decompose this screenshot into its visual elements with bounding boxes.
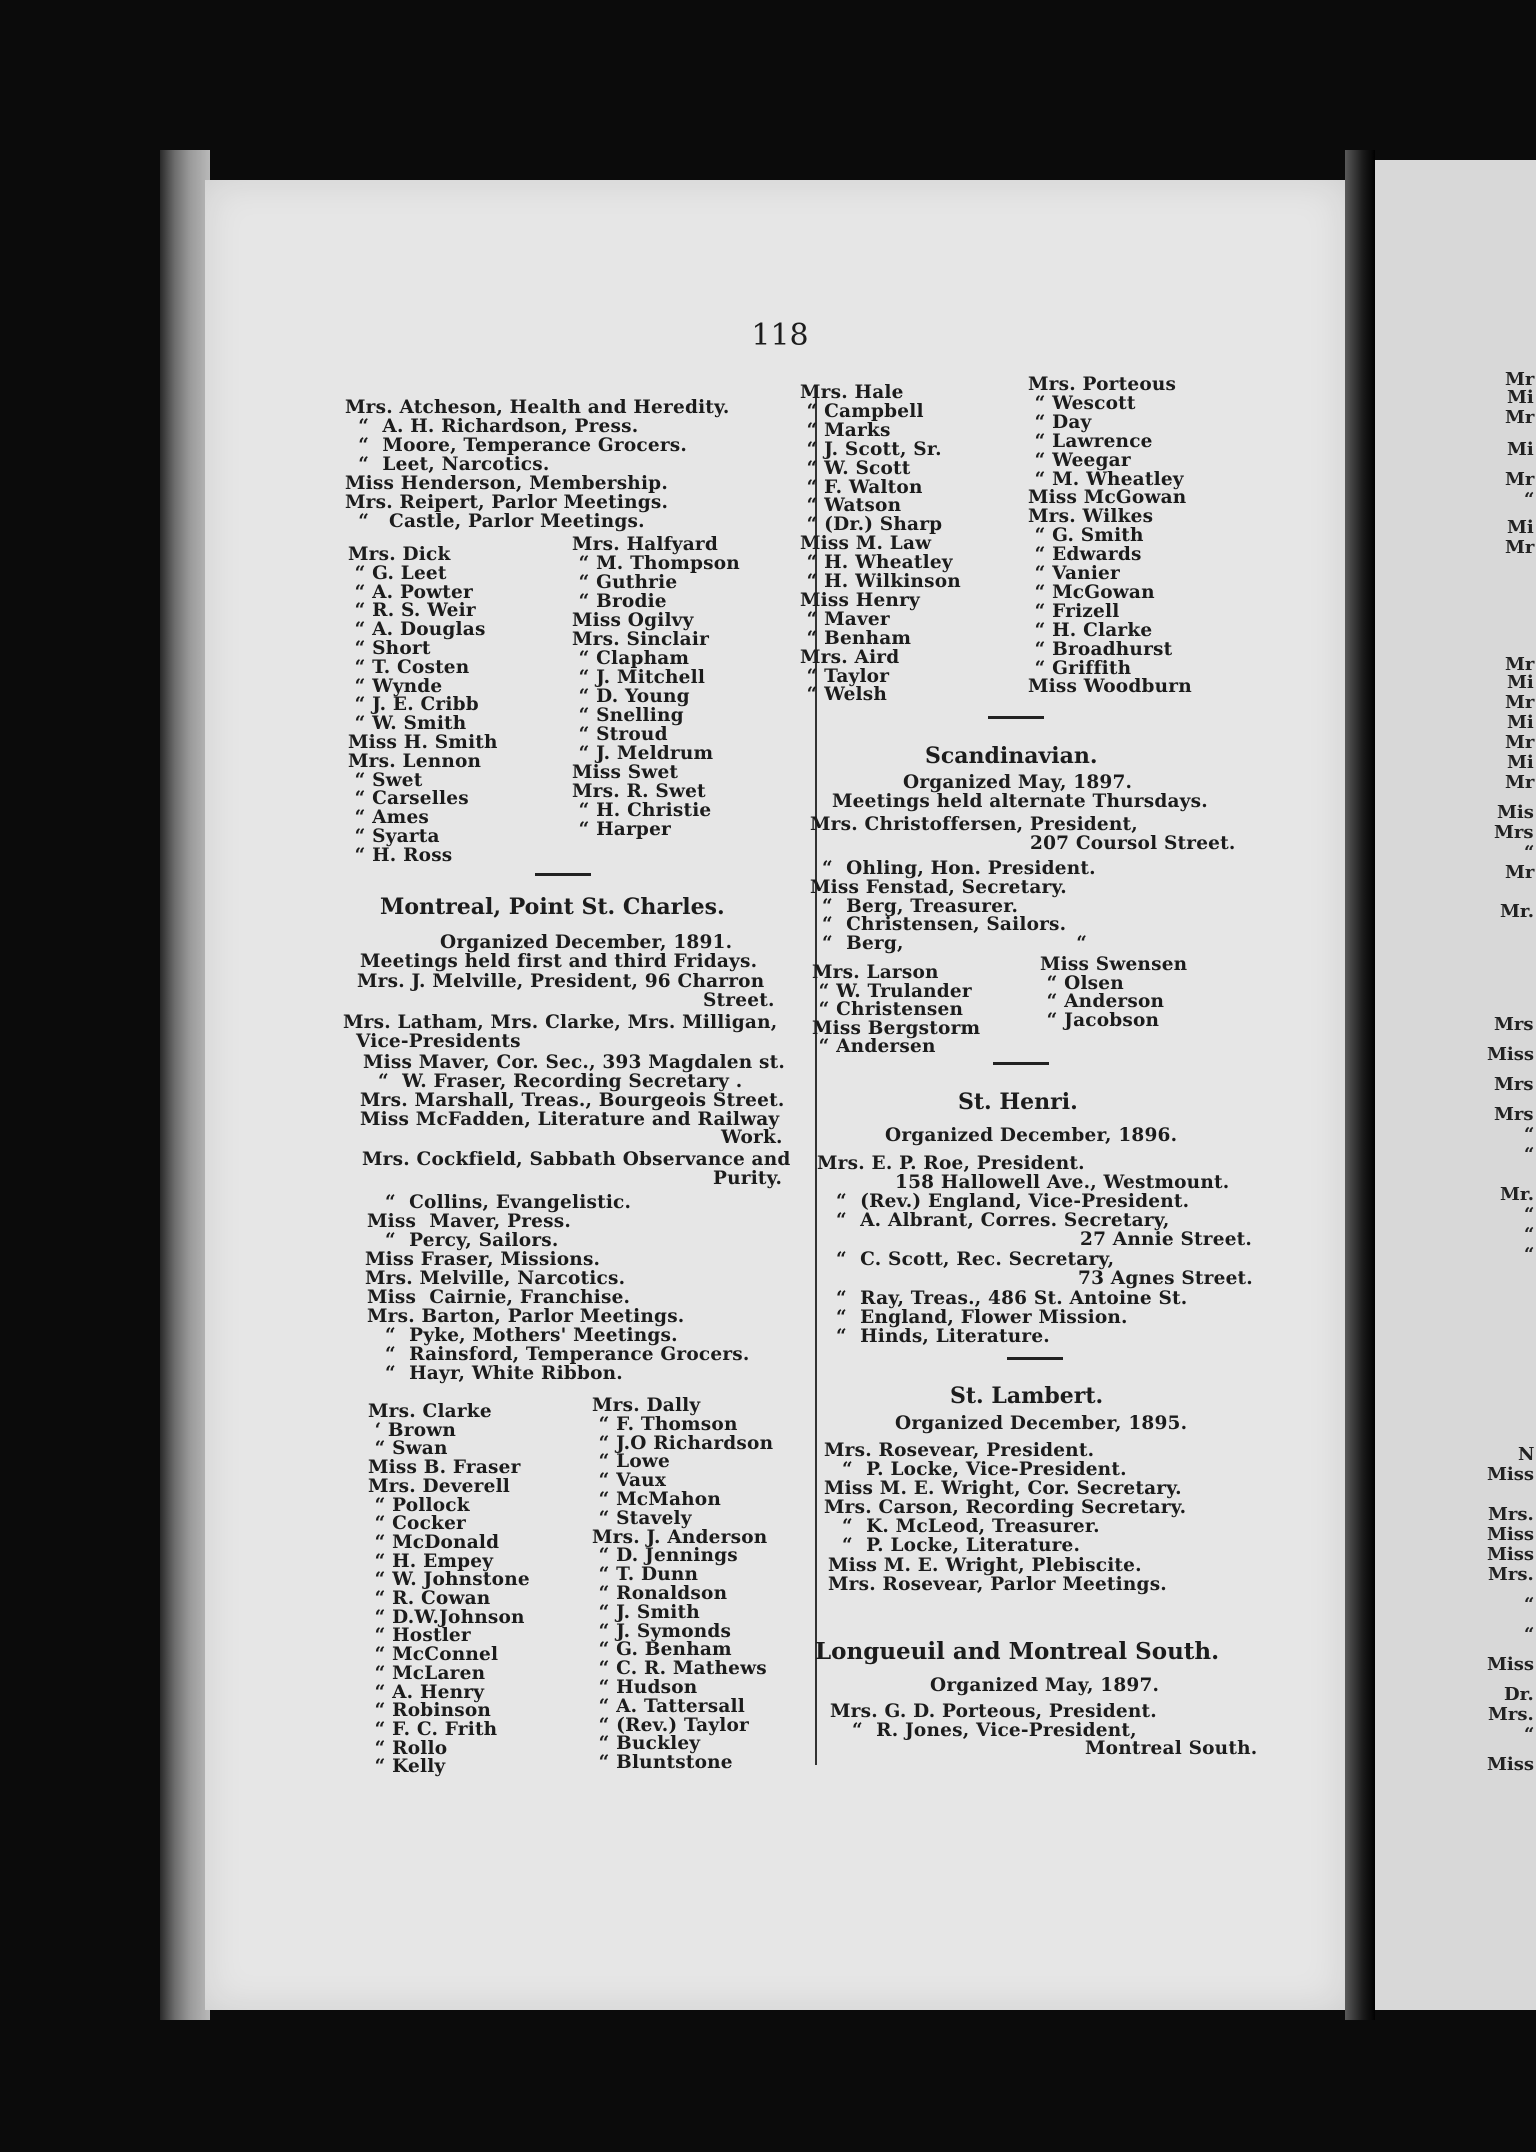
section-line: Mrs. Marshall, Treas., Bourgeois Street. [360,1090,785,1111]
list-item: “ Stavely [592,1507,692,1529]
list-item: “ Carselles [348,788,469,810]
section-line: Mrs. Rosevear, Parlor Meetings. [828,1574,1167,1595]
right-page-fragment: Mr [1505,469,1535,490]
list-item: “ J.O Richardson [592,1432,774,1454]
section-line: Work. [721,1127,783,1148]
intro-line: “ A. H. Richardson, Press. [345,416,639,437]
section-line: “ Ohling, Hon. President. [822,858,1096,879]
intro-line: Mrs. Atcheson, Health and Heredity. [345,397,730,418]
list-item: “ Benham [800,627,912,649]
list-item: “ Hostler [368,1625,471,1647]
section-title: Longueuil and Montreal South. [815,1638,1220,1665]
section-line: Mrs. Cockfield, Sabbath Observance and [362,1149,791,1170]
list-item: “ M. Thompson [572,553,740,574]
list-item: “ M. Wheatley [1028,468,1184,490]
right-page-fragment: Mrs [1494,822,1534,843]
list-item: “ Rollo [368,1737,448,1759]
section-line: “ P. Locke, Literature. [842,1535,1081,1556]
section-line: “ A. Albrant, Corres. Secretary, [836,1210,1170,1231]
section-line: “ K. McLeod, Treasurer. [842,1516,1100,1537]
list-item: “ Marks [800,419,891,441]
list-item: “ Broadhurst [1028,638,1173,660]
right-page-fragment: Mr [1505,862,1535,883]
right-page-fragment: Mrs [1494,1104,1534,1125]
right-page-fragment: “ [1524,489,1535,510]
list-item: Mrs. Dally [592,1395,701,1416]
list-item: “ Maver [800,608,890,630]
section-line: Miss Maver, Cor. Sec., 393 Magdalen st. [363,1052,786,1073]
right-page-fragment: Mrs. [1488,1564,1534,1585]
list-item: “ Andersen [812,1036,936,1057]
list-item: Mrs. J. Anderson [592,1526,768,1548]
list-item: “ Clapham [572,648,690,669]
list-item: “ Syarta [348,826,440,847]
section-line: Mrs. Latham, Mrs. Clarke, Mrs. Milligan, [343,1012,778,1033]
list-item: “ Ames [348,807,430,829]
list-item: “ F. C. Frith [368,1718,498,1740]
section-line: “ Pyke, Mothers' Meetings. [385,1325,678,1346]
list-item: Mrs. Aird [800,646,900,668]
list-item: Mrs. R. Swet [572,781,706,802]
section-line: Meetings held alternate Thursdays. [832,791,1208,812]
right-page-fragment: Mi [1507,712,1534,733]
list-item: Miss B. Fraser [368,1457,521,1479]
section-title: Montreal, Point St. Charles. [380,894,725,920]
list-item: “ D. Young [572,686,690,707]
section-line: Organized May, 1897. [903,772,1133,793]
list-item: Mrs. Lennon [348,750,482,772]
list-item: “ Buckley [592,1733,701,1755]
right-page-fragment: Mrs [1494,1014,1534,1035]
right-page-fragment: “ [1524,1724,1535,1745]
list-item: “ Edwards [1028,544,1142,566]
right-page-fragment: Mr [1505,654,1535,675]
list-item: “ H. Clarke [1028,619,1153,641]
section-line: “ W. Fraser, Recording Secretary . [378,1071,743,1092]
list-item: “ H. Ross [348,844,453,866]
list-item: “ D.W.Johnson [368,1606,525,1628]
right-page-fragment: Miss [1487,1754,1535,1775]
section-line: “ Ray, Treas., 486 St. Antoine St. [836,1288,1188,1309]
list-item: “ H. Christie [572,800,712,821]
list-item: “ A. Tattersall [592,1695,746,1717]
section-line: Montreal South. [1085,1738,1258,1759]
list-item: Mrs. Wilkes [1028,506,1154,528]
right-page-fragment: “ [1524,1244,1535,1265]
list-item: Mrs. Clarke [368,1401,492,1422]
list-item: “ Stroud [572,724,668,745]
section-line: 27 Annie Street. [1080,1229,1253,1250]
section-line: “ Berg, Treasurer. [822,896,1019,917]
right-page-fragment: Mr [1505,537,1535,558]
list-item: “ H. Wilkinson [800,571,961,592]
list-item: “ J. Smith [592,1601,700,1623]
list-item: “ Lawrence [1028,430,1153,452]
right-page-fragment: Mr [1505,692,1535,713]
list-item: “ Vaux [592,1470,667,1492]
right-page-fragment: Miss [1487,1524,1535,1545]
list-item: “ R. Cowan [368,1588,491,1609]
list-item: “ Wynde [348,675,443,697]
list-item: Miss Swet [572,762,679,783]
list-item: “ Snelling [572,705,684,726]
right-page-fragment: “ [1524,1144,1535,1165]
section-line: “ Percy, Sailors. [385,1230,559,1251]
list-item: “ Christensen [812,999,964,1020]
right-page-fragment: “ [1524,1124,1535,1145]
section-title: St. Henri. [958,1089,1078,1115]
list-item: “ McConnel [368,1644,499,1666]
intro-line: “ Leet, Narcotics. [345,454,550,475]
list-item: “ Jacobson [1040,1009,1160,1031]
list-item: “ Welsh [800,684,888,706]
list-item: Miss Bergstorm [812,1017,981,1039]
list-item: “ W. Johnstone [368,1569,530,1591]
list-item: “ (Dr.) Sharp [800,514,943,536]
section-line: Miss Fenstad, Secretary. [810,877,1067,898]
section-line: Purity. [713,1168,783,1189]
intro-line: Miss Henderson, Membership. [345,473,668,494]
right-page-fragment: Mr [1505,407,1535,428]
section-line: Miss Fraser, Missions. [365,1249,601,1270]
section-line: Organized December, 1895. [895,1413,1188,1434]
section-line: Mrs. Melville, Narcotics. [365,1268,626,1289]
right-page-fragment: Mr [1505,732,1535,753]
section-title: St. Lambert. [950,1383,1104,1409]
list-item: Mrs. Hale [800,382,904,403]
list-item: Mrs. Halfyard [572,534,718,555]
list-item: Mrs. Larson [812,962,939,983]
list-item: “ McDonald [368,1531,500,1553]
right-page-edge [1375,160,1536,2010]
section-line: Miss Maver, Press. [367,1211,571,1232]
list-item: “ G. Benham [592,1639,732,1661]
section-line: “ England, Flower Mission. [836,1307,1128,1328]
list-item: “ T. Dunn [592,1564,699,1586]
section-line: “ Hayr, White Ribbon. [385,1363,623,1384]
list-item: “ McGowan [1028,581,1155,603]
list-item: “ Swet [348,769,423,791]
list-item: “ Short [348,638,431,659]
right-page-fragment: Miss [1487,1544,1535,1565]
list-item: “ F. Thomson [592,1413,738,1435]
list-item: “ Taylor [800,665,890,687]
section-line: “ Rainsford, Temperance Grocers. [385,1344,750,1365]
list-item: “ A. Douglas [348,619,486,641]
list-item: “ McMahon [592,1489,721,1510]
list-item: “ Ronaldson [592,1583,728,1604]
section-divider [1007,1357,1063,1360]
list-item: “ Wescott [1028,392,1136,414]
section-line: Organized December, 1891. [440,932,733,953]
section-divider [535,873,591,876]
list-item: “ Harper [572,819,671,840]
list-item: “ Day [1028,411,1092,433]
list-item: “ Frizell [1028,600,1120,622]
section-title: Scandinavian. [925,743,1098,769]
section-line: Mrs. J. Melville, President, 96 Charron [357,971,765,992]
list-item: “ Griffith [1028,657,1132,679]
list-item: “ J. Symonds [592,1620,732,1642]
right-page-fragment: Miss [1487,1654,1535,1675]
book-gutter [1345,150,1375,2020]
section-line: Miss M. E. Wright, Cor. Secretary. [824,1478,1182,1499]
list-item: “ C. R. Mathews [592,1658,767,1680]
section-line: 207 Coursol Street. [1030,833,1236,854]
list-item: Miss M. Law [800,533,932,555]
right-page-fragment: Miss [1487,1464,1535,1485]
right-page-fragment: Mi [1507,439,1534,460]
list-item: “ Cocker [368,1513,466,1535]
section-line: Mrs. E. P. Roe, President. [817,1153,1085,1174]
section-line: “ P. Locke, Vice-President. [842,1459,1127,1480]
right-page-fragment: Mi [1507,752,1534,773]
list-item: “ Bluntstone [592,1752,733,1774]
list-item: “ W. Smith [348,713,467,735]
section-line: Miss M. E. Wright, Plebiscite. [828,1555,1142,1576]
right-page-fragment: Mi [1507,387,1534,408]
list-item: “ A. Henry [368,1681,485,1703]
section-line: 73 Agnes Street. [1078,1268,1253,1289]
list-item: “ G. Smith [1028,525,1144,547]
book-left-edge [160,150,210,2020]
right-page-fragment: N [1518,1444,1535,1465]
list-item: “ McLaren [368,1662,486,1684]
right-page-fragment: Mrs. [1488,1704,1534,1725]
list-item: Mrs. Deverell [368,1475,511,1497]
section-line: Organized December, 1896. [885,1125,1178,1146]
right-page-fragment: “ [1524,1624,1535,1645]
right-page-fragment: Mr [1505,772,1535,793]
list-item: Mrs. Porteous [1028,374,1177,395]
section-line: “ (Rev.) England, Vice-President. [836,1191,1190,1212]
list-item: “ A. Powter [348,581,473,603]
section-line: Mrs. Carson, Recording Secretary. [824,1497,1187,1518]
list-item: “ Swan [368,1438,448,1460]
list-item: “ Guthrie [572,572,678,593]
section-line: 158 Hallowell Ave., Westmount. [895,1172,1230,1193]
right-page-fragment: Mrs [1494,1074,1534,1095]
right-page-fragment: Dr. [1504,1684,1534,1705]
list-item: “ J. Meldrum [572,743,714,764]
list-item: “ J. Scott, Sr. [800,438,942,460]
list-item: “ H. Wheatley [800,552,953,574]
right-page-fragment: “ [1524,842,1535,863]
list-item: “ Anderson [1040,991,1165,1012]
section-line: “ Christensen, Sailors. [822,914,1067,935]
list-item: “ T. Costen [348,656,470,678]
section-line: Miss McFadden, Literature and Railway [360,1109,780,1130]
list-item: “ Brodie [572,591,667,612]
right-page-fragment: “ [1524,1594,1535,1615]
section-line: Mrs. Barton, Parlor Meetings. [367,1306,685,1327]
section-line: Street. [703,990,775,1011]
list-item: Miss Woodburn [1028,676,1192,698]
list-item: “ G. Leet [348,562,447,584]
list-item: Mrs. Dick [348,544,451,565]
intro-line: Mrs. Reipert, Parlor Meetings. [345,492,669,513]
section-line: Mrs. G. D. Porteous, President. [830,1701,1157,1722]
list-item: “ Watson [800,495,902,517]
intro-line: “ Moore, Temperance Grocers. [345,435,688,456]
list-item: Miss Henry [800,589,920,611]
list-item: “ H. Empey [368,1550,494,1572]
section-line: Mrs. Christoffersen, President, [810,814,1138,835]
list-item: “ (Rev.) Taylor [592,1714,749,1736]
right-page-fragment: Mr [1505,369,1535,390]
right-page-fragment: Mr. [1500,901,1535,922]
list-item: “ D. Jennings [592,1545,738,1567]
section-line: Vice-Presidents [356,1031,521,1052]
list-item: “ Weegar [1028,449,1131,471]
right-page-fragment: Mi [1507,672,1534,693]
section-line: Organized May, 1897. [930,1675,1160,1696]
section-line: “ Collins, Evangelistic. [385,1192,632,1213]
section-line: Meetings held first and third Fridays. [360,951,758,972]
list-item: “ Kelly [368,1756,446,1778]
list-item: Mrs. Sinclair [572,629,710,650]
section-line: Miss Cairnie, Franchise. [367,1287,631,1308]
section-divider [988,716,1044,719]
list-item: Miss Ogilvy [572,610,694,631]
list-item: “ J. E. Cribb [348,694,479,716]
intro-line: “ Castle, Parlor Meetings. [345,511,645,532]
right-page-fragment: “ [1524,1224,1535,1245]
list-item: “ Hudson [592,1677,698,1698]
section-line: Mrs. Rosevear, President. [824,1440,1095,1461]
list-item: “ F. Walton [800,476,923,498]
section-divider [993,1062,1049,1065]
list-item: “ W. Trulander [812,980,972,1002]
list-item: Miss Swensen [1040,954,1188,975]
list-item: “ R. S. Weir [348,600,476,622]
list-item: “ Vanier [1028,563,1120,584]
page-number: 118 [751,318,809,353]
list-item: Miss H. Smith [348,732,498,753]
list-item: “ Campbell [800,400,924,422]
list-item: “ Olsen [1040,972,1124,994]
list-item: Miss McGowan [1028,487,1187,509]
right-page-fragment: Miss [1487,1044,1535,1065]
section-line: “ C. Scott, Rec. Secretary, [836,1249,1115,1270]
list-item: “ Lowe [592,1451,670,1473]
right-page-fragment: Mis [1497,802,1534,823]
section-line: “ Hinds, Literature. [836,1326,1050,1347]
right-page-fragment: Mr. [1500,1184,1535,1205]
right-page-fragment: Mi [1507,517,1534,538]
list-item: “ W. Scott [800,457,911,479]
list-item: ‘ Brown [368,1419,457,1441]
section-line: “ Berg, “ [822,933,1088,954]
list-item: “ J. Mitchell [572,667,706,688]
list-item: “ Robinson [368,1700,492,1722]
right-page-fragment: Mrs. [1488,1504,1534,1525]
list-item: “ Pollock [368,1494,470,1516]
section-line: “ R. Jones, Vice-President, [852,1720,1137,1741]
right-page-fragment: “ [1524,1204,1535,1225]
